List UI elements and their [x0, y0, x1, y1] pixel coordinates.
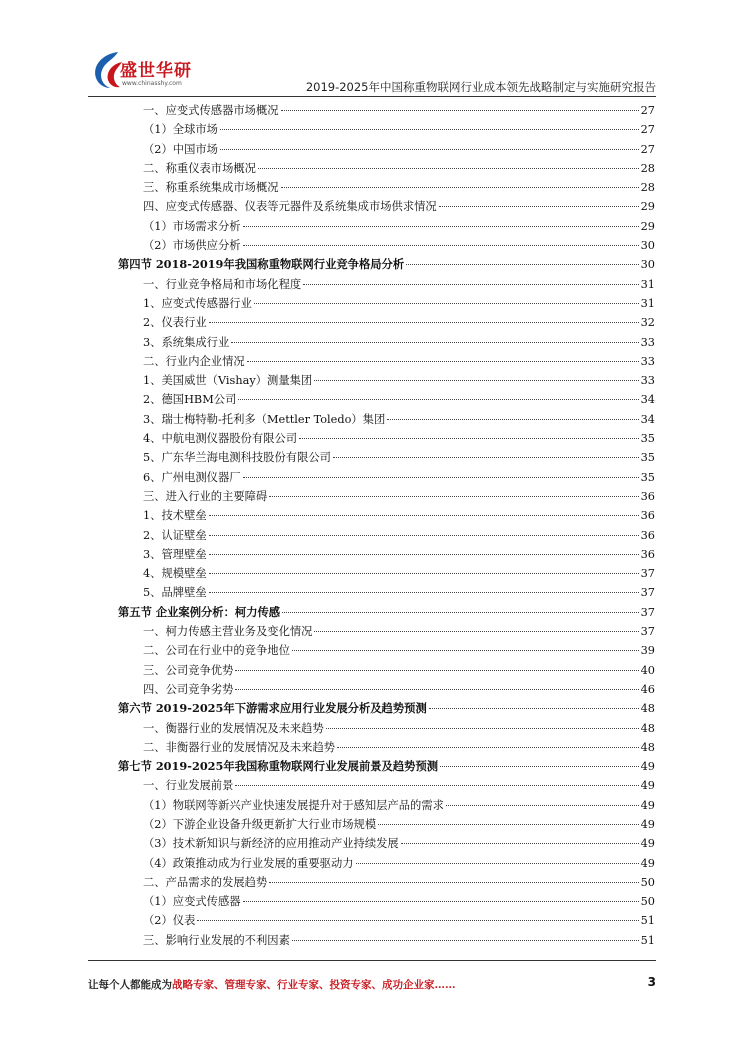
toc-entry[interactable] — [118, 622, 655, 641]
toc-entry-label: 四、应变式传感器、仪表等元器件及系统集成市场供求情况 — [143, 200, 437, 214]
toc-dot-leader — [282, 612, 639, 613]
toc-entry-label: 2、德国HBM公司 — [143, 393, 237, 407]
toc-entry-label: 4、中航电测仪器股份有限公司 — [143, 432, 298, 446]
toc-dot-leader — [243, 901, 639, 902]
toc-dot-leader — [254, 303, 639, 304]
toc-entry-label: 第六节 2019-2025年下游需求应用行业发展分析及趋势预测 — [118, 701, 427, 716]
toc-entry[interactable] — [118, 583, 655, 602]
toc-entry[interactable] — [118, 371, 655, 390]
logo-text: 盛世华研 — [120, 61, 192, 81]
toc-dot-leader — [231, 342, 638, 343]
toc-dot-leader — [337, 747, 639, 748]
toc-dot-leader — [209, 515, 639, 516]
toc-entry-label: 一、行业竞争格局和市场化程度 — [143, 277, 302, 291]
toc-entry[interactable] — [118, 796, 655, 815]
report-title: 2019-2025年中国称重物联网行业成本领先战略制定与实施研究报告 — [305, 80, 656, 94]
toc-entry-page: 51 — [640, 914, 655, 928]
toc-entry-page: 37 — [640, 567, 655, 581]
toc-entry-page: 28 — [640, 181, 655, 195]
toc-dot-leader — [281, 187, 639, 188]
toc-entry-page: 27 — [640, 142, 655, 156]
toc-entry-label: 2、认证壁垒 — [143, 528, 207, 542]
toc-dot-leader — [406, 264, 638, 265]
toc-dot-leader — [333, 457, 639, 458]
toc-entry[interactable] — [118, 448, 655, 467]
toc-dot-leader — [197, 920, 638, 921]
toc-entry-label: 二、行业内企业情况 — [143, 354, 245, 368]
toc-dot-leader — [299, 438, 639, 439]
toc-entry-label: 一、衡器行业的发展情况及未来趋势 — [143, 721, 324, 735]
toc-entry-page: 51 — [640, 933, 655, 947]
toc-entry-page: 32 — [640, 316, 655, 330]
toc-dot-leader — [247, 361, 639, 362]
toc-entry-page: 35 — [640, 451, 655, 465]
toc-entry-label: 二、非衡器行业的发展情况及未来趋势 — [143, 740, 336, 754]
toc-entry-label: 6、广州电测仪器厂 — [143, 470, 241, 484]
logo-url: www.chinasshy.com — [122, 80, 182, 87]
toc-dot-leader — [303, 284, 638, 285]
toc-entry-label: 第五节 企业案例分析：柯力传感 — [118, 604, 281, 619]
toc-entry[interactable] — [118, 834, 655, 853]
toc-dot-leader — [243, 226, 639, 227]
toc-entry[interactable] — [118, 911, 655, 930]
toc-entry[interactable] — [118, 699, 655, 718]
toc-entry-label: 第七节 2019-2025年我国称重物联网行业发展前景及趋势预测 — [118, 759, 439, 774]
toc-entry[interactable] — [118, 815, 655, 834]
toc-dot-leader — [209, 554, 639, 555]
toc-entry-page: 37 — [640, 625, 655, 639]
toc-entry-page: 36 — [640, 489, 655, 503]
toc-entry-page: 37 — [640, 586, 655, 600]
toc-entry[interactable] — [118, 603, 655, 622]
header-divider — [88, 96, 656, 97]
toc-entry-page: 36 — [640, 509, 655, 523]
page-footer — [88, 960, 656, 991]
toc-entry-label: 三、公司竞争优势 — [143, 663, 234, 677]
toc-dot-leader — [235, 689, 638, 690]
toc-entry-page: 46 — [640, 682, 655, 696]
toc-entry-label: 2、仪表行业 — [143, 316, 207, 330]
toc-dot-leader — [281, 110, 639, 111]
toc-dot-leader — [238, 399, 638, 400]
toc-dot-leader — [220, 129, 639, 130]
toc-entry-label: （1）物联网等新兴产业快速发展提升对于感知层产品的需求 — [143, 798, 444, 812]
toc-entry-page: 49 — [640, 817, 655, 831]
toc-entry[interactable] — [118, 217, 655, 236]
toc-entry-page: 33 — [640, 374, 655, 388]
footer-slogan — [88, 977, 456, 992]
toc-entry[interactable] — [118, 738, 655, 757]
toc-dot-leader — [387, 419, 638, 420]
toc-entry-label: 一、行业发展前景 — [143, 779, 234, 793]
toc-entry[interactable] — [118, 506, 655, 525]
toc-entry-page: 36 — [640, 528, 655, 542]
toc-entry[interactable] — [118, 333, 655, 352]
toc-dot-leader — [258, 168, 639, 169]
toc-entry-page: 34 — [640, 412, 655, 426]
toc-entry-page: 33 — [640, 354, 655, 368]
toc-entry-label: 四、公司竞争劣势 — [143, 682, 234, 696]
toc-entry-page: 29 — [640, 219, 655, 233]
toc-entry[interactable] — [118, 101, 655, 120]
toc-entry-page: 39 — [640, 644, 655, 658]
toc-entry-label: 第四节 2018-2019年我国称重物联网行业竞争格局分析 — [118, 257, 405, 272]
toc-dot-leader — [439, 206, 639, 207]
toc-dot-leader — [292, 650, 639, 651]
toc-entry-label: （2）下游企业设备升级更新扩大行业市场规模 — [143, 817, 377, 831]
toc-entry[interactable] — [118, 178, 655, 197]
toc-dot-leader — [401, 843, 639, 844]
toc-entry-label: 5、品牌壁垒 — [143, 586, 207, 600]
toc-entry-label: 三、影响行业发展的不利因素 — [143, 933, 290, 947]
footer-slogan-prefix: 让每个人都能成为 — [88, 979, 172, 991]
toc-entry[interactable] — [118, 390, 655, 409]
toc-entry[interactable] — [118, 719, 655, 738]
toc-entry[interactable] — [118, 410, 655, 429]
toc-entry[interactable] — [118, 892, 655, 911]
toc-entry[interactable] — [118, 680, 655, 699]
footer-slogan-highlight: 战略专家、管理专家、行业专家、投资专家、成功企业家…… — [172, 979, 456, 991]
toc-entry-page: 33 — [640, 335, 655, 349]
toc-entry[interactable] — [118, 468, 655, 487]
toc-entry[interactable] — [118, 487, 655, 506]
toc-dot-leader — [314, 631, 638, 632]
toc-entry-label: 1、美国威世（Vishay）测量集团 — [143, 374, 313, 388]
toc-entry[interactable] — [118, 545, 655, 564]
toc-entry-label: （1）全球市场 — [143, 123, 218, 137]
toc-entry-label: 三、进入行业的主要障碍 — [143, 489, 268, 503]
toc-entry-label: 3、系统集成行业 — [143, 335, 230, 349]
toc-entry-page: 50 — [640, 895, 655, 909]
toc-dot-leader — [314, 380, 638, 381]
toc-entry-label: 二、产品需求的发展趋势 — [143, 875, 268, 889]
toc-entry[interactable] — [118, 275, 655, 294]
toc-entry-label: 1、应变式传感器行业 — [143, 296, 252, 310]
toc-entry-label: （3）技术新知识与新经济的应用推动产业持续发展 — [143, 837, 399, 851]
toc-entry-page: 40 — [640, 663, 655, 677]
toc-entry[interactable] — [118, 255, 655, 274]
toc-entry-label: 3、瑞士梅特勒-托利多（Mettler Toledo）集团 — [143, 412, 386, 426]
toc-entry[interactable] — [118, 294, 655, 313]
toc-entry-label: 1、技术壁垒 — [143, 509, 207, 523]
toc-entry-page: 49 — [640, 837, 655, 851]
toc-dot-leader — [269, 882, 638, 883]
toc-entry-page: 48 — [640, 740, 655, 754]
toc-entry-page: 31 — [640, 296, 655, 310]
toc-dot-leader — [243, 477, 639, 478]
toc-entry-page: 49 — [640, 760, 655, 774]
toc-dot-leader — [292, 940, 639, 941]
toc-entry-label: 二、称重仪表市场概况 — [143, 161, 256, 175]
toc-entry-label: 3、管理壁垒 — [143, 547, 207, 561]
toc-dot-leader — [235, 785, 638, 786]
toc-entry[interactable] — [118, 641, 655, 660]
page-number: 3 — [647, 975, 656, 989]
toc-dot-leader — [378, 824, 638, 825]
toc-entry-page: 37 — [640, 605, 655, 619]
toc-entry-page: 29 — [640, 200, 655, 214]
toc-dot-leader — [429, 708, 639, 709]
toc-entry-label: （2）中国市场 — [143, 142, 218, 156]
toc-entry-label: 一、柯力传感主营业务及变化情况 — [143, 625, 313, 639]
toc-entry[interactable] — [118, 140, 655, 159]
toc-entry-page: 30 — [640, 258, 655, 272]
toc-entry[interactable] — [118, 931, 655, 950]
toc-entry-page: 48 — [640, 721, 655, 735]
toc-entry-page: 27 — [640, 104, 655, 117]
toc-dot-leader — [446, 805, 639, 806]
toc-entry[interactable] — [118, 159, 655, 178]
toc-entry-page: 27 — [640, 123, 655, 137]
toc-dot-leader — [243, 245, 639, 246]
company-logo — [88, 44, 218, 98]
toc-entry-page: 36 — [640, 547, 655, 561]
toc-entry-page: 28 — [640, 161, 655, 175]
toc-entry[interactable] — [118, 120, 655, 139]
toc-entry-label: 三、称重系统集成市场概况 — [143, 181, 279, 195]
toc-entry[interactable] — [118, 429, 655, 448]
toc-entry-label: 4、规模壁垒 — [143, 567, 207, 581]
toc-entry[interactable] — [118, 854, 655, 873]
toc-entry-page: 35 — [640, 432, 655, 446]
page-header — [88, 44, 656, 100]
toc-entry[interactable] — [118, 526, 655, 545]
toc-entry-label: （1）应变式传感器 — [143, 895, 241, 909]
toc-entry-label: （2）仪表 — [143, 914, 196, 928]
toc-dot-leader — [209, 592, 639, 593]
toc-entry-label: 二、公司在行业中的竞争地位 — [143, 644, 290, 658]
toc-dot-leader — [235, 670, 638, 671]
toc-entry-label: （2）市场供应分析 — [143, 239, 241, 253]
toc-entry-page: 48 — [640, 702, 655, 716]
toc-dot-leader — [209, 535, 639, 536]
toc-entry-label: 5、广东华兰海电测科技股份有限公司 — [143, 451, 331, 465]
toc-entry-page: 50 — [640, 875, 655, 889]
toc-entry-page: 49 — [640, 798, 655, 812]
toc-entry-page: 30 — [640, 239, 655, 253]
toc-entry[interactable] — [118, 776, 655, 795]
toc-entry[interactable] — [118, 236, 655, 255]
toc-dot-leader — [356, 863, 639, 864]
toc-entry-page: 31 — [640, 277, 655, 291]
table-of-contents — [118, 101, 655, 950]
toc-dot-leader — [326, 728, 639, 729]
toc-dot-leader — [209, 322, 639, 323]
toc-entry-page: 49 — [640, 779, 655, 793]
toc-entry-label: （4）政策推动成为行业发展的重要驱动力 — [143, 856, 354, 870]
toc-entry[interactable] — [118, 352, 655, 371]
toc-entry[interactable] — [118, 661, 655, 680]
toc-entry[interactable] — [118, 873, 655, 892]
toc-entry-label: （1）市场需求分析 — [143, 219, 241, 233]
toc-dot-leader — [209, 573, 639, 574]
toc-entry-label: 一、应变式传感器市场概况 — [143, 104, 279, 117]
toc-entry-page: 35 — [640, 470, 655, 484]
toc-entry[interactable] — [118, 757, 655, 776]
toc-entry[interactable] — [118, 313, 655, 332]
toc-entry-page: 49 — [640, 856, 655, 870]
toc-entry[interactable] — [118, 564, 655, 583]
toc-entry[interactable] — [118, 197, 655, 216]
toc-dot-leader — [220, 149, 639, 150]
toc-entry-page: 34 — [640, 393, 655, 407]
toc-dot-leader — [269, 496, 638, 497]
toc-dot-leader — [440, 766, 639, 767]
